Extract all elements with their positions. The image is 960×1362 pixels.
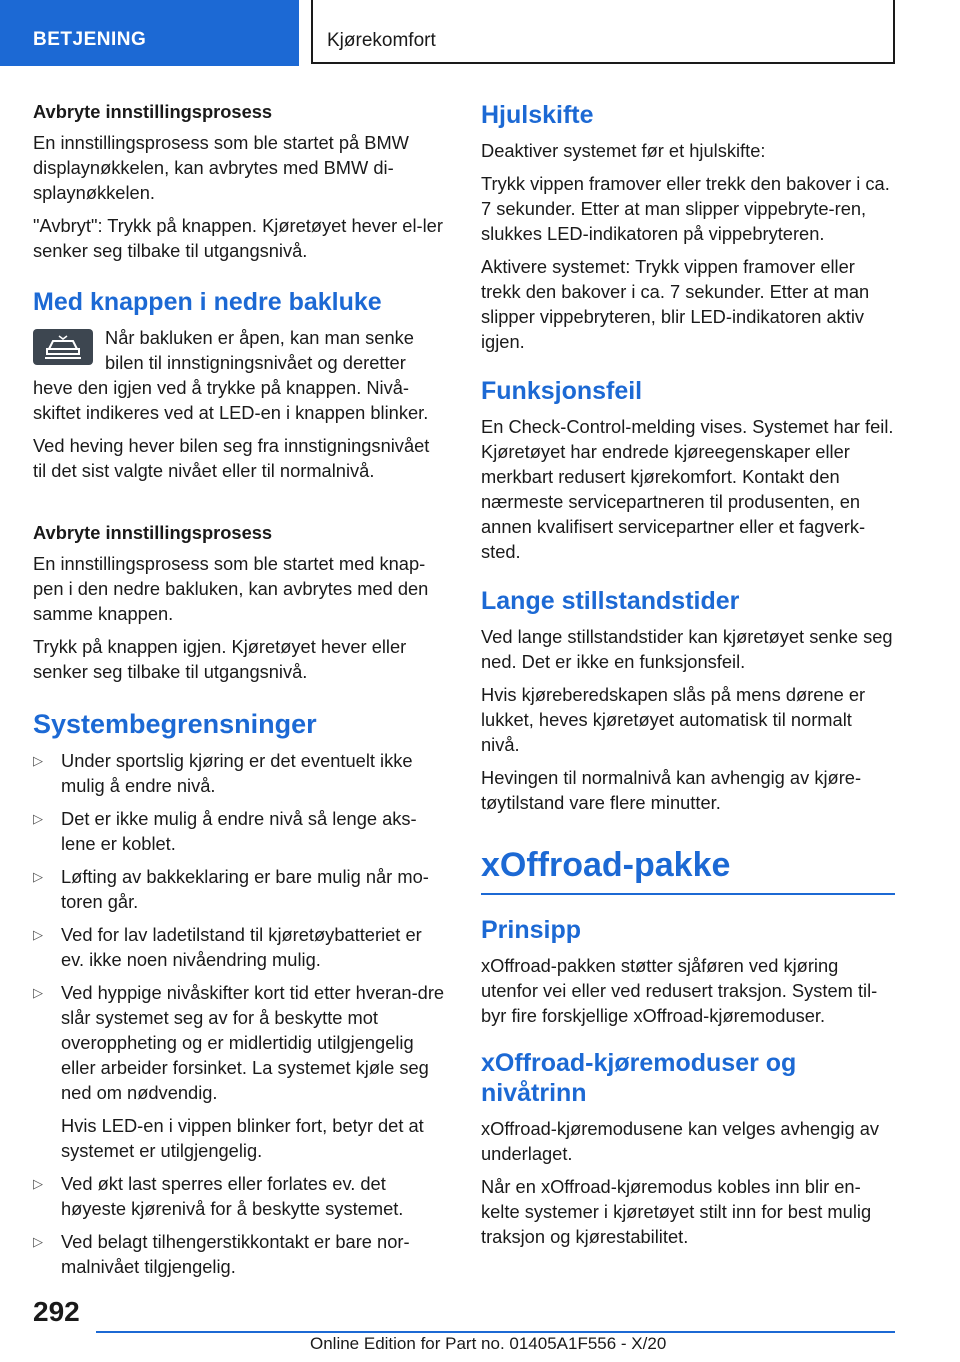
heading-cancel-tailgate: Avbryte innstillingsprosess: [33, 522, 273, 543]
paragraph: En innstillingsprosess som ble startet på BMW displaynøkkelen, kan avbrytes med BMW di-splaynøkkelen.: [33, 132, 409, 203]
paragraph: "Avbryt": Trykk på knappen. Kjøretøyet hever el-ler senker seg tilbake til utgangsnivå.: [33, 215, 443, 261]
triangle-bullet-icon: ▷: [33, 1234, 43, 1249]
paragraph: En innstillingsprosess som ble startet med knap-pen i den nedre bakluken, kan avbrytes med den samme knappen.: [33, 553, 429, 624]
heading-malfunction: Funksjonsfeil: [481, 377, 643, 405]
heading-wheel-change: Hjulskifte: [481, 101, 594, 129]
paragraph: xOffroad-pakken støtter sjåføren ved kjøring utenfor vei eller ved redusert traksjon. System til-byr fire forskjellige xOffroad-kjøremoduser.: [481, 955, 878, 1026]
paragraph: Når en xOffroad-kjøremodus kobles inn blir en-kelte systemer i kjøretøyet stilt inn for best mulig traksjon og kjørestabilitet.: [481, 1176, 872, 1247]
paragraph: Hevingen til normalnivå kan avhengig av kjøre-tøytilstand vare flere minutter.: [481, 767, 862, 813]
paragraph: Hvis kjøreberedskapen slås på mens dørene er lukket, heves kjøretøyet automatisk til normalt nivå.: [481, 684, 866, 755]
heading-principle: Prinsipp: [481, 916, 582, 944]
triangle-bullet-icon: ▷: [33, 869, 43, 884]
triangle-bullet-icon: ▷: [33, 1176, 43, 1191]
edition-note: Online Edition for Part no. 01405A1F556 - X/20: [310, 1334, 667, 1353]
page-header: [0, 0, 960, 66]
list-item: ▷ Løfting av bakkeklaring er bare mulig når mo-toren går.: [33, 866, 429, 912]
paragraph: En Check-Control-melding vises. Systemet har feil. Kjøretøyet har endrede kjøreegenskaper eller merkbart redusert kjørekomfort. Kontakt den nærmeste servicepartneren til produsenten, en annen kvalifisert servicepartner eller et fagverk-sted.: [481, 416, 894, 562]
paragraph: Deaktiver systemet før et hjulskifte:: [481, 140, 766, 161]
paragraph: Ved lange stillstandstider kan kjøretøyet senke seg ned. Det er ikke en funksjonsfeil.: [481, 626, 893, 672]
paragraph: Trykk på knappen igjen. Kjøretøyet hever eller senker seg tilbake til utgangsnivå.: [33, 636, 407, 682]
section-tab: BETJENING: [0, 0, 299, 66]
list-item: ▷ Under sportslig kjøring er det eventuelt ikke mulig å endre nivå.: [33, 750, 413, 796]
list-item: ▷ Ved økt last sperres eller forlates ev. det høyeste kjørenivå for å beskytte systemet.: [33, 1173, 404, 1219]
heading-drive-modes: xOffroad-kjøremoduser og nivåtrinn: [481, 1049, 797, 1107]
triangle-bullet-icon: ▷: [33, 985, 43, 1000]
triangle-bullet-icon: ▷: [33, 927, 43, 942]
heading-cancel-display-key: Avbryte innstillingsprosess: [33, 101, 273, 122]
list-item: ▷ Det er ikke mulig å endre nivå så lenge aks-lene er koblet.: [33, 808, 417, 854]
page-number: 292: [33, 1296, 80, 1327]
heading-system-limits: Systembegrensninger: [33, 709, 317, 739]
list-item-note: Hvis LED-en i vippen blinker fort, betyr det at systemet er utilgjengelig.: [61, 1115, 424, 1161]
paragraph: Aktivere systemet: Trykk vippen framover eller trekk den bakover i ca. 7 sekunder. Etter at man slipper vippebryteren, blir LED-indikatoren aktiv igjen.: [481, 256, 870, 352]
heading-xoffroad-package: xOffroad-pakke: [481, 845, 895, 895]
list-item: ▷ Ved for lav ladetilstand til kjøretøybatteriet er ev. ikke noen nivåendring mulig.: [33, 924, 422, 970]
triangle-bullet-icon: ▷: [33, 811, 43, 826]
paragraph: xOffroad-kjøremodusene kan velges avhengig av underlaget.: [481, 1118, 880, 1164]
paragraph: Trykk vippen framover eller trekk den bakover i ca. 7 sekunder. Etter at man slipper vippebryte-ren, slukkes LED-indikatoren på vippebryteren.: [481, 173, 890, 244]
limits-list: [33, 748, 445, 1279]
paragraph: Når bakluken er åpen, kan man senke bilen til innstigningsnivået og deretter heve den igjen ved å trykke på knappen. Nivå-skiftet indikeres ved at LED-en i knappen blinker.: [33, 327, 429, 423]
list-item: ▷ Ved hyppige nivåskifter kort tid etter hveran-dre slår systemet seg av for å beskytte mot overoppheting og er midlertidig utilgjengelig eller arbeider forsinket. La systemet kjøle seg ned om nødvendig. Hvis LED-en i vippen blinker fort, betyr det at systemet er utilgjengelig.: [33, 982, 445, 1161]
car-level-icon: [33, 329, 93, 365]
triangle-bullet-icon: ▷: [33, 753, 43, 768]
heading-long-standstill: Lange stillstandstider: [481, 587, 740, 615]
paragraph: Ved heving hever bilen seg fra innstigningsnivået til det sist valgte nivået eller til normalnivå.: [33, 435, 430, 481]
topic-tab: Kjørekomfort: [311, 0, 895, 64]
list-item: ▷ Ved belagt tilhengerstikkontakt er bare nor-malnivået tilgjengelig.: [33, 1231, 410, 1277]
left-column: [33, 100, 445, 1287]
footer-divider: [96, 1331, 895, 1333]
heading-tailgate-button: Med knappen i nedre bakluke: [33, 288, 382, 316]
right-column: [481, 100, 895, 1257]
